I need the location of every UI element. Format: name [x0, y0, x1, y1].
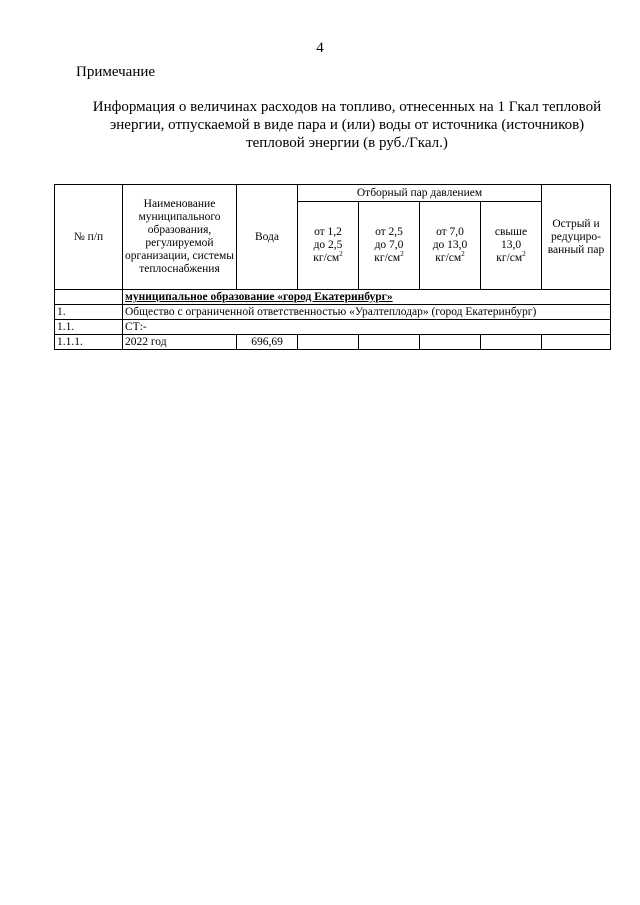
header-steam-1-unit: кг/см — [313, 252, 340, 264]
header-steam-2-line1: от 2,5 — [375, 226, 403, 238]
table-row-municipality — [55, 290, 611, 305]
municipality-num-cell — [55, 290, 123, 305]
header-steam-3-line1: от 7,0 — [436, 226, 464, 238]
header-sharp-steam: Острый и редуциро-ванный пар — [542, 185, 611, 290]
header-steam-4-unit: кг/см — [496, 252, 523, 264]
steam-4-value — [481, 335, 542, 350]
header-water: Вода — [237, 185, 298, 290]
header-steam-over-13-0 — [481, 202, 542, 290]
table-row-organization — [55, 305, 611, 320]
organization-name: Общество с ограниченной ответственностью «Уралтеплодар» (город Екатеринбург) — [123, 305, 611, 320]
header-steam-2-line2: до 7,0 — [374, 239, 404, 251]
header-steam-1-line1: от 1,2 — [314, 226, 342, 238]
fuel-cost-table — [54, 184, 611, 350]
header-steam-3-line2: до 13,0 — [432, 239, 468, 251]
system-name: СТ:- — [123, 320, 611, 335]
water-value: 696,69 — [237, 335, 298, 350]
header-steam-3-sup: 2 — [461, 250, 465, 259]
header-name: Наименование муниципального образования, регулируемой организации, системы теплоснабжения — [123, 185, 237, 290]
year-num: 1.1.1. — [55, 335, 123, 350]
header-num: № п/п — [55, 185, 123, 290]
steam-3-value — [420, 335, 481, 350]
header-steam-4-line1: свыше — [494, 226, 528, 238]
sharp-steam-value — [542, 335, 611, 350]
table-row-year — [55, 335, 611, 350]
header-steam-1-sup: 2 — [339, 250, 343, 259]
organization-num: 1. — [55, 305, 123, 320]
header-steam-1-2-2-5 — [298, 202, 359, 290]
header-steam-3-unit: кг/см — [435, 252, 462, 264]
system-num: 1.1. — [55, 320, 123, 335]
header-steam-2-5-7-0 — [359, 202, 420, 290]
note-label: Примечание — [76, 64, 156, 80]
steam-1-value — [298, 335, 359, 350]
page-number: 4 — [316, 40, 324, 56]
steam-2-value — [359, 335, 420, 350]
year-label: 2022 год — [123, 335, 237, 350]
document-heading: Информация о величинах расходов на топливо, отнесенных на 1 Гкал тепловой энергии, отпускаемой в виде пара и (или) воды от источника (источников) тепловой энергии (в руб./Гкал.) — [92, 99, 602, 151]
header-steam-group: Отборный пар давлением — [298, 185, 542, 202]
header-steam-7-0-13-0 — [420, 202, 481, 290]
table-row-system — [55, 320, 611, 335]
header-steam-2-unit: кг/см — [374, 252, 401, 264]
municipality-name: муниципальное образование «город Екатеринбург» — [123, 290, 611, 305]
header-steam-2-sup: 2 — [400, 250, 404, 259]
header-steam-1-line2: до 2,5 — [313, 239, 343, 251]
header-steam-4-sup: 2 — [522, 250, 526, 259]
header-steam-4-line2: 13,0 — [500, 239, 522, 251]
